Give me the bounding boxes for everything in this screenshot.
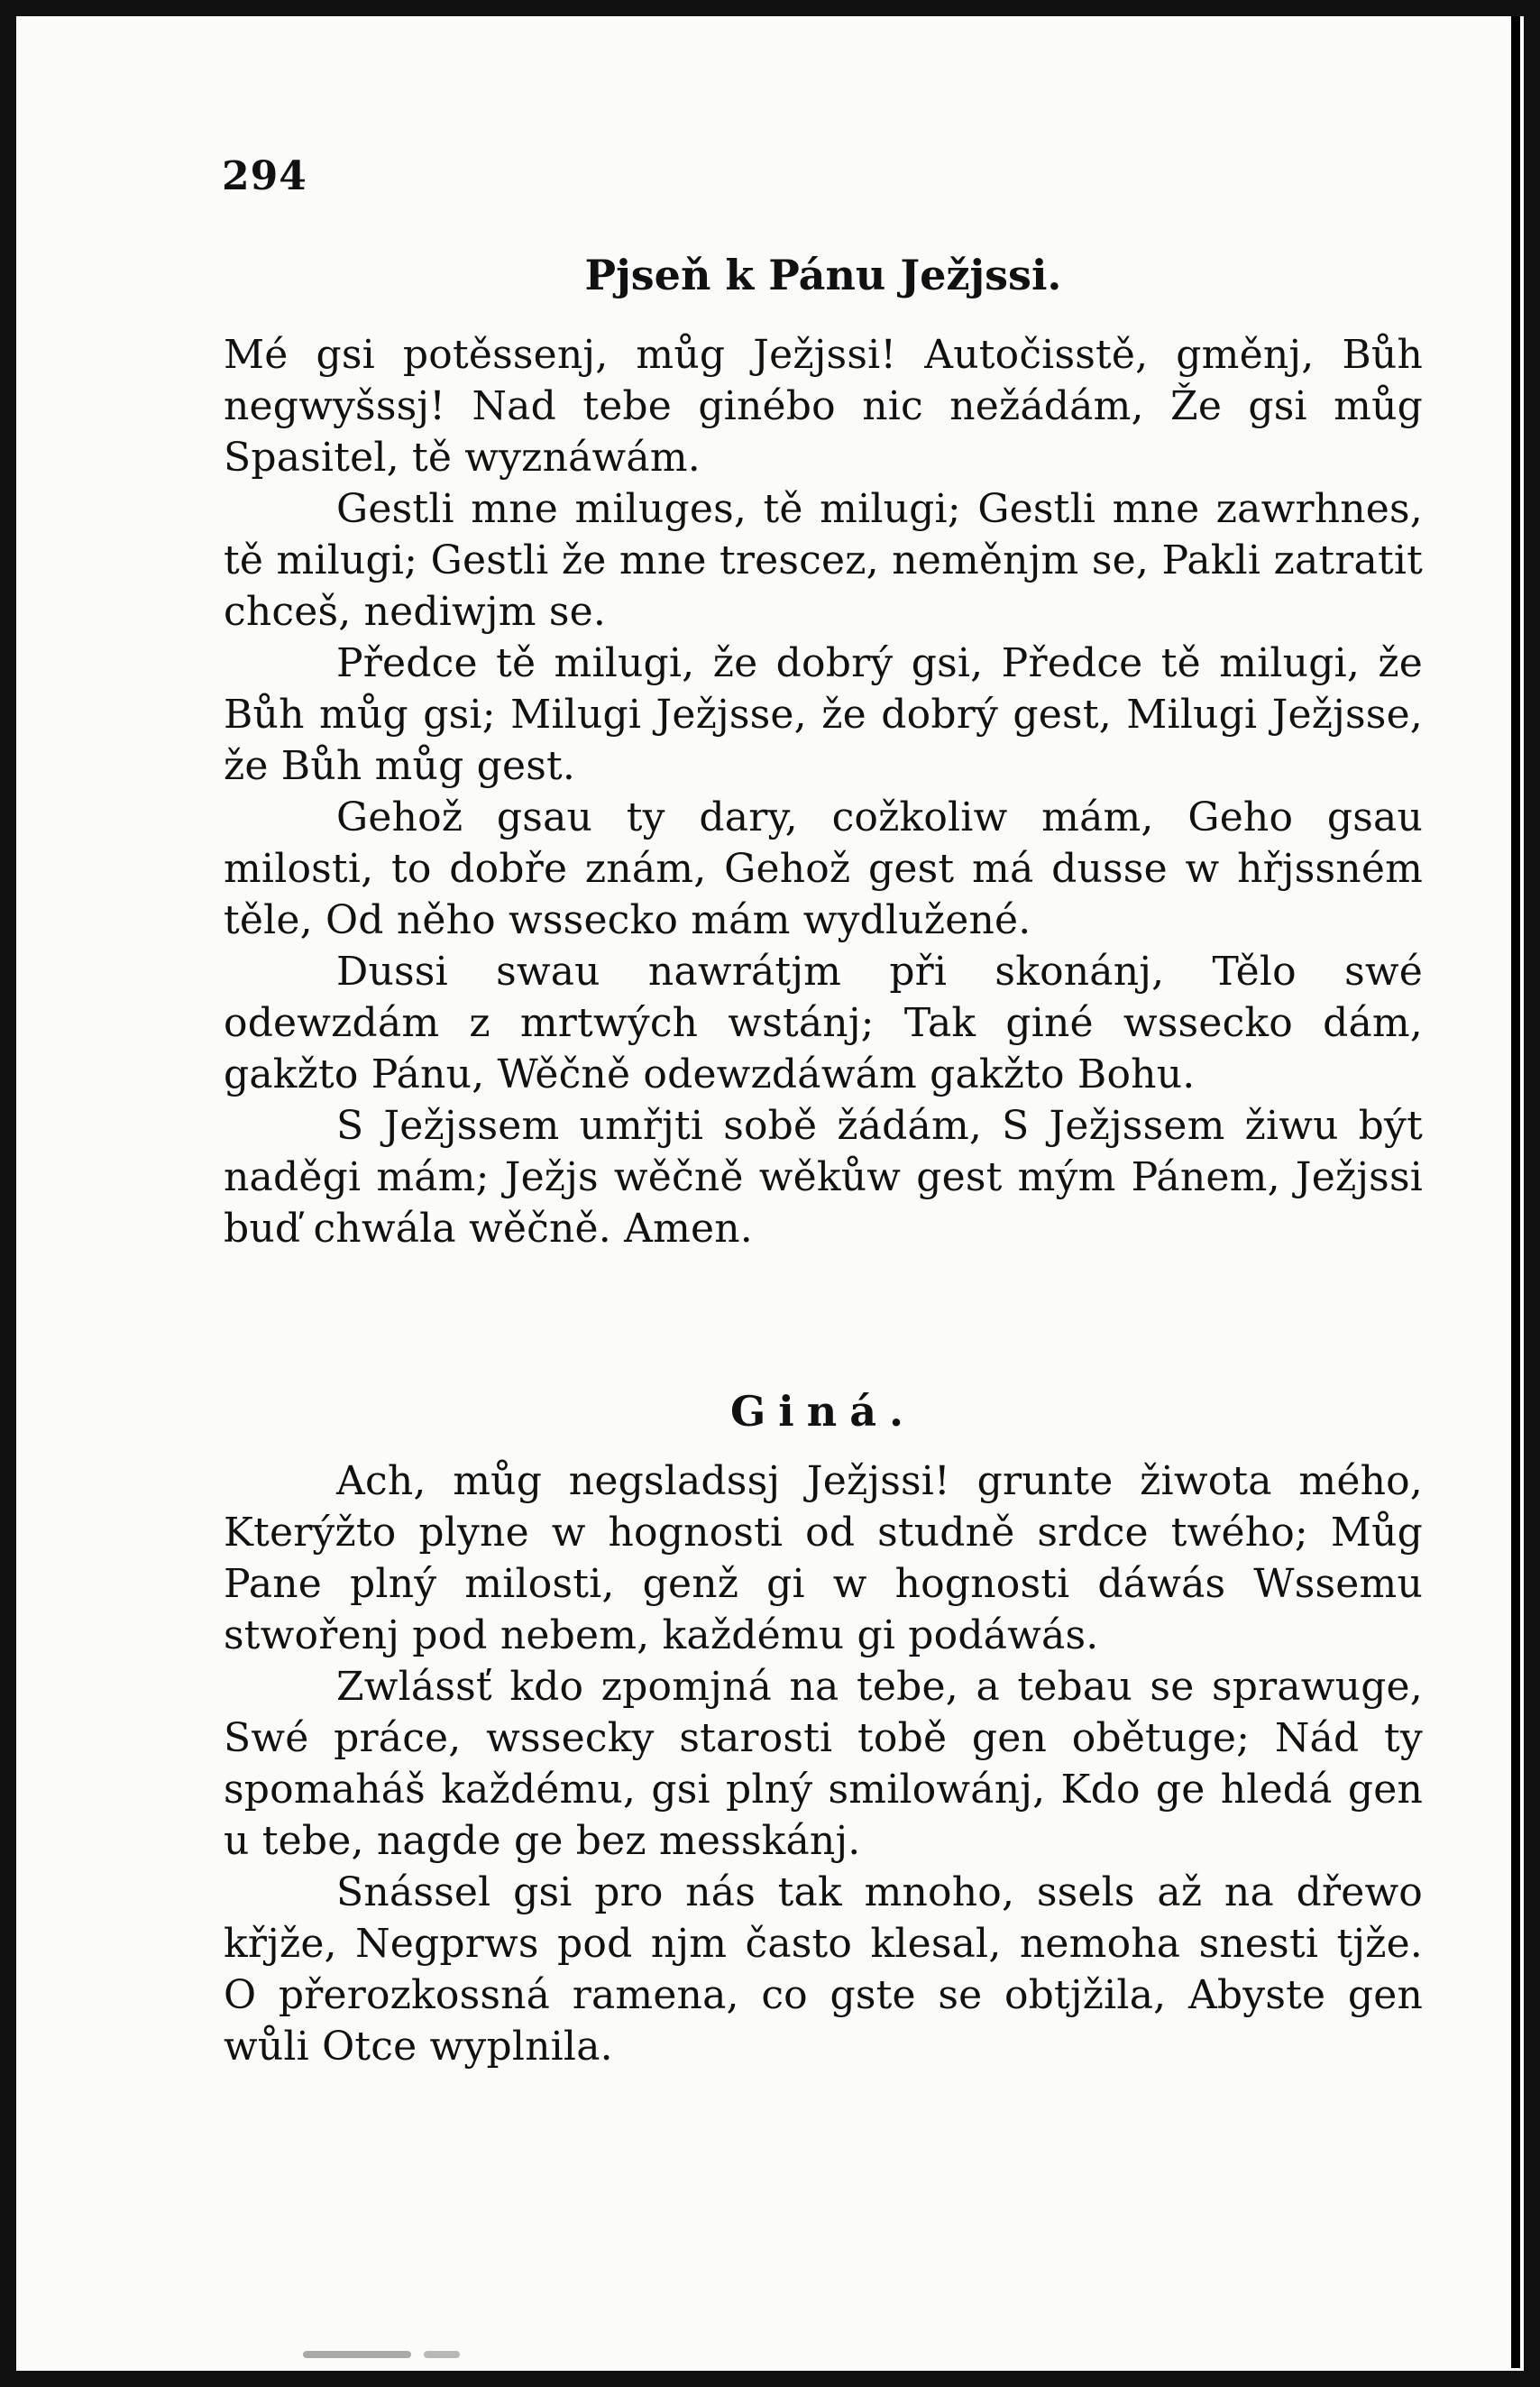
hymn-stanza-5: Dussi swau nawrátjm při skonánj, Tělo swé odewzdám z mrtwých wstánj; Tak giné wssecko dám, gakžto Pánu, Wěčně odewzdáwám gakžto Bohu. (224, 949, 1423, 1097)
hymn-text (224, 329, 1423, 1254)
scan-edge-rule (1511, 16, 1520, 2368)
hymn-stanza-3: Předce tě milugi, že dobrý gsi, Předce tě milugi, že Bůh můg gsi; Milugi Ježjsse, že dobrý gest, Milugi Ježjsse, že Bůh můg gest. (224, 640, 1423, 789)
hymn-stanza-2: Gestli mne miluges, tě milugi; Gestli mne zawrhnes, tě milugi; Gestli že mne trescez, neměnjm se, Pakli zatratit chceš, nediwjm se. (224, 486, 1423, 635)
section-stanza-3: Snássel gsi pro nás tak mnoho, ssels až na dřewo křjže, Negprws pod njm často klesal, nemoha snesti tjže. O přerozkossná ramena, co gste se obtjžila, Abyste gen wůli Otce wyplnila. (224, 1869, 1423, 2070)
section-stanza-1: Ach, můg negsladssj Ježjssi! grunte žiwota mého, Kterýžto plyne w hognosti od studně srdce twého; Můg Pane plný milosti, genž gi w hognosti dáwás Wssemu stwořenj pod nebem, každému gi podáwás. (224, 1458, 1423, 1658)
section-title: Giná. (729, 1387, 917, 1436)
hymn-stanza-1: Mé gsi potěssenj, můg Ježjssi! Autočisstě, gměnj, Bůh negwyšssj! Nad tebe ginébo nic nežádám, Že gsi můg Spasitel, tě wyznáwám. (224, 332, 1423, 481)
section-stanza-2: Zwlássť kdo zpomjná na tebe, a tebau se sprawuge, Swé práce, wssecky starosti tobě gen obětuge; Nád ty spomaháš každému, gsi plný smilowánj, Kdo ge hledá gen u tebe, nagde ge bez messkánj. (224, 1664, 1423, 1864)
page-number: 294 (222, 153, 307, 199)
hymn-title: Pjseň k Pánu Ježjssi. (584, 251, 1062, 299)
scan-smudge-mark-small (424, 2351, 460, 2358)
hymn-stanza-4: Gehož gsau ty dary, cožkoliw mám, Geho gsau milosti, to dobře znám, Gehož gest má dusse w hřjssném těle, Od něho wssecko mám wydlužené. (224, 794, 1423, 943)
hymn-stanza-6: S Ježjssem umřjti sobě žádám, S Ježjssem žiwu být naděgi mám; Ježjs wěčně wěkůw gest mým Pánem, Ježjssi buď chwála wěčně. Amen. (224, 1103, 1423, 1252)
scan-smudge-mark (303, 2351, 411, 2358)
section-text (224, 1455, 1423, 2072)
